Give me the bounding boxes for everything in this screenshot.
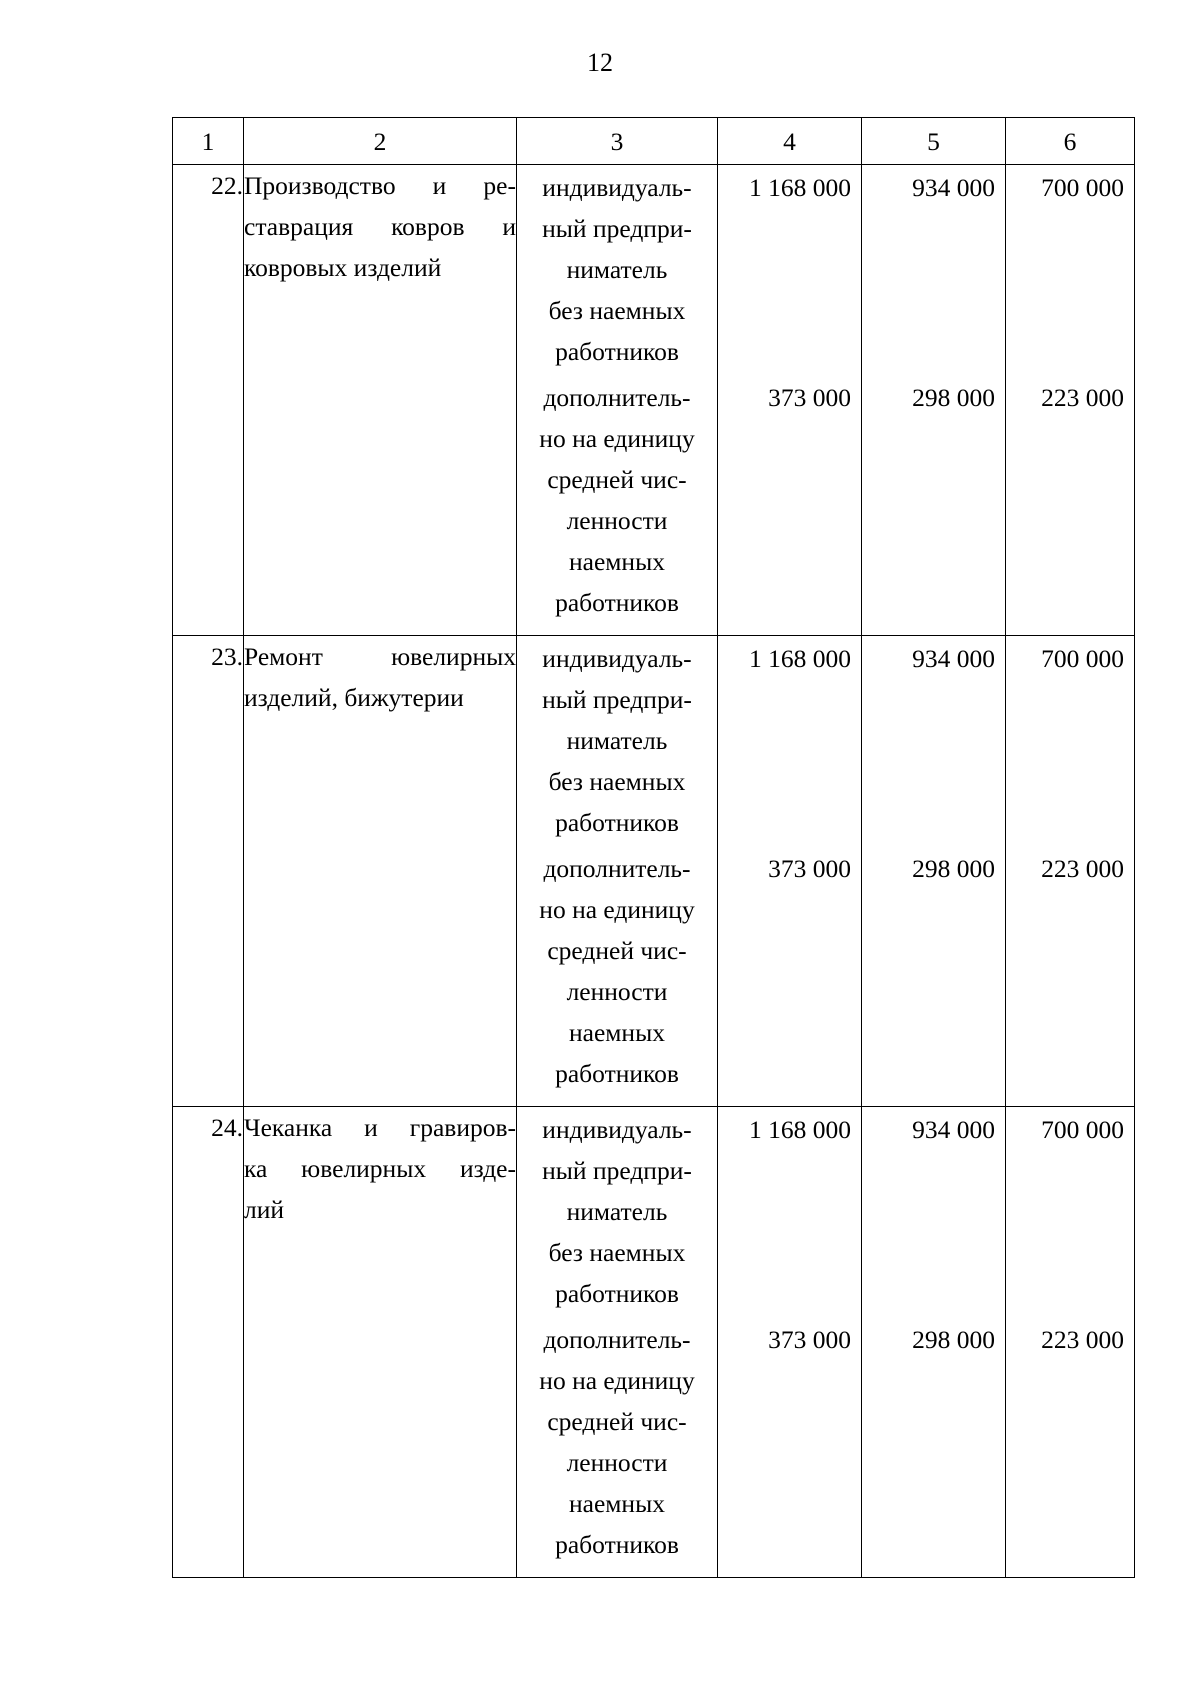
basis-line: работников: [555, 1530, 679, 1559]
page-number: 12: [587, 48, 613, 77]
basis-line: ный предпри-: [542, 685, 692, 714]
column-header-1: 1: [173, 118, 244, 165]
value-cell-col6: [1006, 165, 1135, 636]
basis-line: но на единицу: [539, 424, 695, 453]
value-block: [718, 636, 861, 848]
value-cell-col6: [1006, 1107, 1135, 1578]
value-block: [718, 1107, 861, 1319]
basis-entrepreneur: [517, 1107, 717, 1319]
basis-line: средней чис-: [547, 1407, 687, 1436]
value-block: [862, 1319, 1005, 1569]
amount-value: 373 000: [768, 1325, 851, 1354]
amount-value: 1 168 000: [749, 1115, 851, 1144]
basis-line: индивидуаль-: [542, 173, 692, 202]
value-block: [862, 165, 1005, 377]
amount-value: 700 000: [1041, 173, 1124, 202]
basis-line: но на единицу: [539, 1366, 695, 1395]
value-block: [718, 377, 861, 627]
amount-value: 1 168 000: [749, 644, 851, 673]
basis-entrepreneur: [517, 165, 717, 377]
basis-line: работников: [555, 1059, 679, 1088]
amount-value: 700 000: [1041, 1115, 1124, 1144]
activity-name-line: ка ювелирных изде-: [244, 1154, 516, 1183]
basis-line: ный предпри-: [542, 214, 692, 243]
basis-line: индивидуаль-: [542, 1115, 692, 1144]
table-row: [173, 1107, 1135, 1578]
basis-line: дополнитель-: [543, 854, 691, 883]
amount-value: 934 000: [912, 1115, 995, 1144]
activity-name: [244, 1107, 517, 1578]
amount-value: 373 000: [768, 383, 851, 412]
column-header-6: 6: [1006, 118, 1135, 165]
value-block: [718, 848, 861, 1098]
amount-value: 1 168 000: [749, 173, 851, 202]
column-header-2: 2: [244, 118, 517, 165]
table-row: [173, 636, 1135, 1107]
basis-line: ленности: [566, 506, 668, 535]
value-block: [718, 165, 861, 377]
value-block: [862, 848, 1005, 1098]
amount-value: 934 000: [912, 173, 995, 202]
basis-line: без наемных: [548, 767, 686, 796]
basis-line: работников: [555, 1279, 679, 1308]
basis-cell: [517, 1107, 718, 1578]
basis-line: без наемных: [548, 1238, 686, 1267]
basis-line: работников: [555, 808, 679, 837]
amount-value: 700 000: [1041, 644, 1124, 673]
value-block: [1006, 165, 1134, 377]
amount-value: 298 000: [912, 1325, 995, 1354]
value-cell-col4: [718, 636, 862, 1107]
basis-additional: [517, 848, 717, 1098]
value-cell-col5: [862, 165, 1006, 636]
basis-line: ленности: [566, 977, 668, 1006]
row-number: 23.: [173, 636, 244, 1107]
basis-line: дополнитель-: [543, 383, 691, 412]
value-block: [1006, 1319, 1134, 1569]
basis-cell: [517, 165, 718, 636]
column-header-5: 5: [862, 118, 1006, 165]
value-block: [1006, 636, 1134, 848]
tariff-table: [172, 117, 1135, 1578]
column-header-4: 4: [718, 118, 862, 165]
amount-value: 223 000: [1041, 383, 1124, 412]
activity-name-line: изделий, бижутерии: [244, 683, 464, 712]
table-body: [173, 165, 1135, 1578]
value-block: [1006, 1107, 1134, 1319]
basis-entrepreneur: [517, 636, 717, 848]
basis-additional: [517, 377, 717, 627]
basis-line: ный предпри-: [542, 1156, 692, 1185]
column-header-3: 3: [517, 118, 718, 165]
value-block: [718, 1319, 861, 1569]
activity-name-line: Чеканка и гравиров-: [244, 1113, 516, 1142]
value-cell-col6: [1006, 636, 1135, 1107]
basis-line: наемных: [569, 547, 665, 576]
basis-line: ниматель: [566, 255, 668, 284]
activity-name-line: Ремонт ювелирных: [244, 642, 516, 671]
basis-line: наемных: [569, 1018, 665, 1047]
amount-value: 223 000: [1041, 854, 1124, 883]
basis-line: наемных: [569, 1489, 665, 1518]
value-block: [862, 636, 1005, 848]
activity-name-line: ставрация ковров и: [244, 212, 516, 241]
basis-additional: [517, 1319, 717, 1569]
basis-line: без наемных: [548, 296, 686, 325]
activity-name: [244, 165, 517, 636]
value-block: [1006, 377, 1134, 627]
basis-line: индивидуаль-: [542, 644, 692, 673]
amount-value: 298 000: [912, 383, 995, 412]
amount-value: 223 000: [1041, 1325, 1124, 1354]
activity-name-line: Производство и ре-: [244, 171, 516, 200]
value-cell-col5: [862, 636, 1006, 1107]
basis-line: работников: [555, 337, 679, 366]
table-header-row: [173, 118, 1135, 165]
basis-line: ниматель: [566, 1197, 668, 1226]
amount-value: 373 000: [768, 854, 851, 883]
value-cell-col4: [718, 165, 862, 636]
basis-line: средней чис-: [547, 465, 687, 494]
value-block: [862, 377, 1005, 627]
basis-line: средней чис-: [547, 936, 687, 965]
value-block: [862, 1107, 1005, 1319]
amount-value: 934 000: [912, 644, 995, 673]
activity-name-line: лий: [244, 1195, 285, 1224]
value-cell-col4: [718, 1107, 862, 1578]
basis-line: ниматель: [566, 726, 668, 755]
basis-line: работников: [555, 588, 679, 617]
basis-line: дополнитель-: [543, 1325, 691, 1354]
value-block: [1006, 848, 1134, 1098]
basis-cell: [517, 636, 718, 1107]
row-number: 24.: [173, 1107, 244, 1578]
row-number: 22.: [173, 165, 244, 636]
amount-value: 298 000: [912, 854, 995, 883]
activity-name: [244, 636, 517, 1107]
activity-name-line: ковровых изделий: [244, 253, 442, 282]
basis-line: но на единицу: [539, 895, 695, 924]
table-row: [173, 165, 1135, 636]
value-cell-col5: [862, 1107, 1006, 1578]
basis-line: ленности: [566, 1448, 668, 1477]
